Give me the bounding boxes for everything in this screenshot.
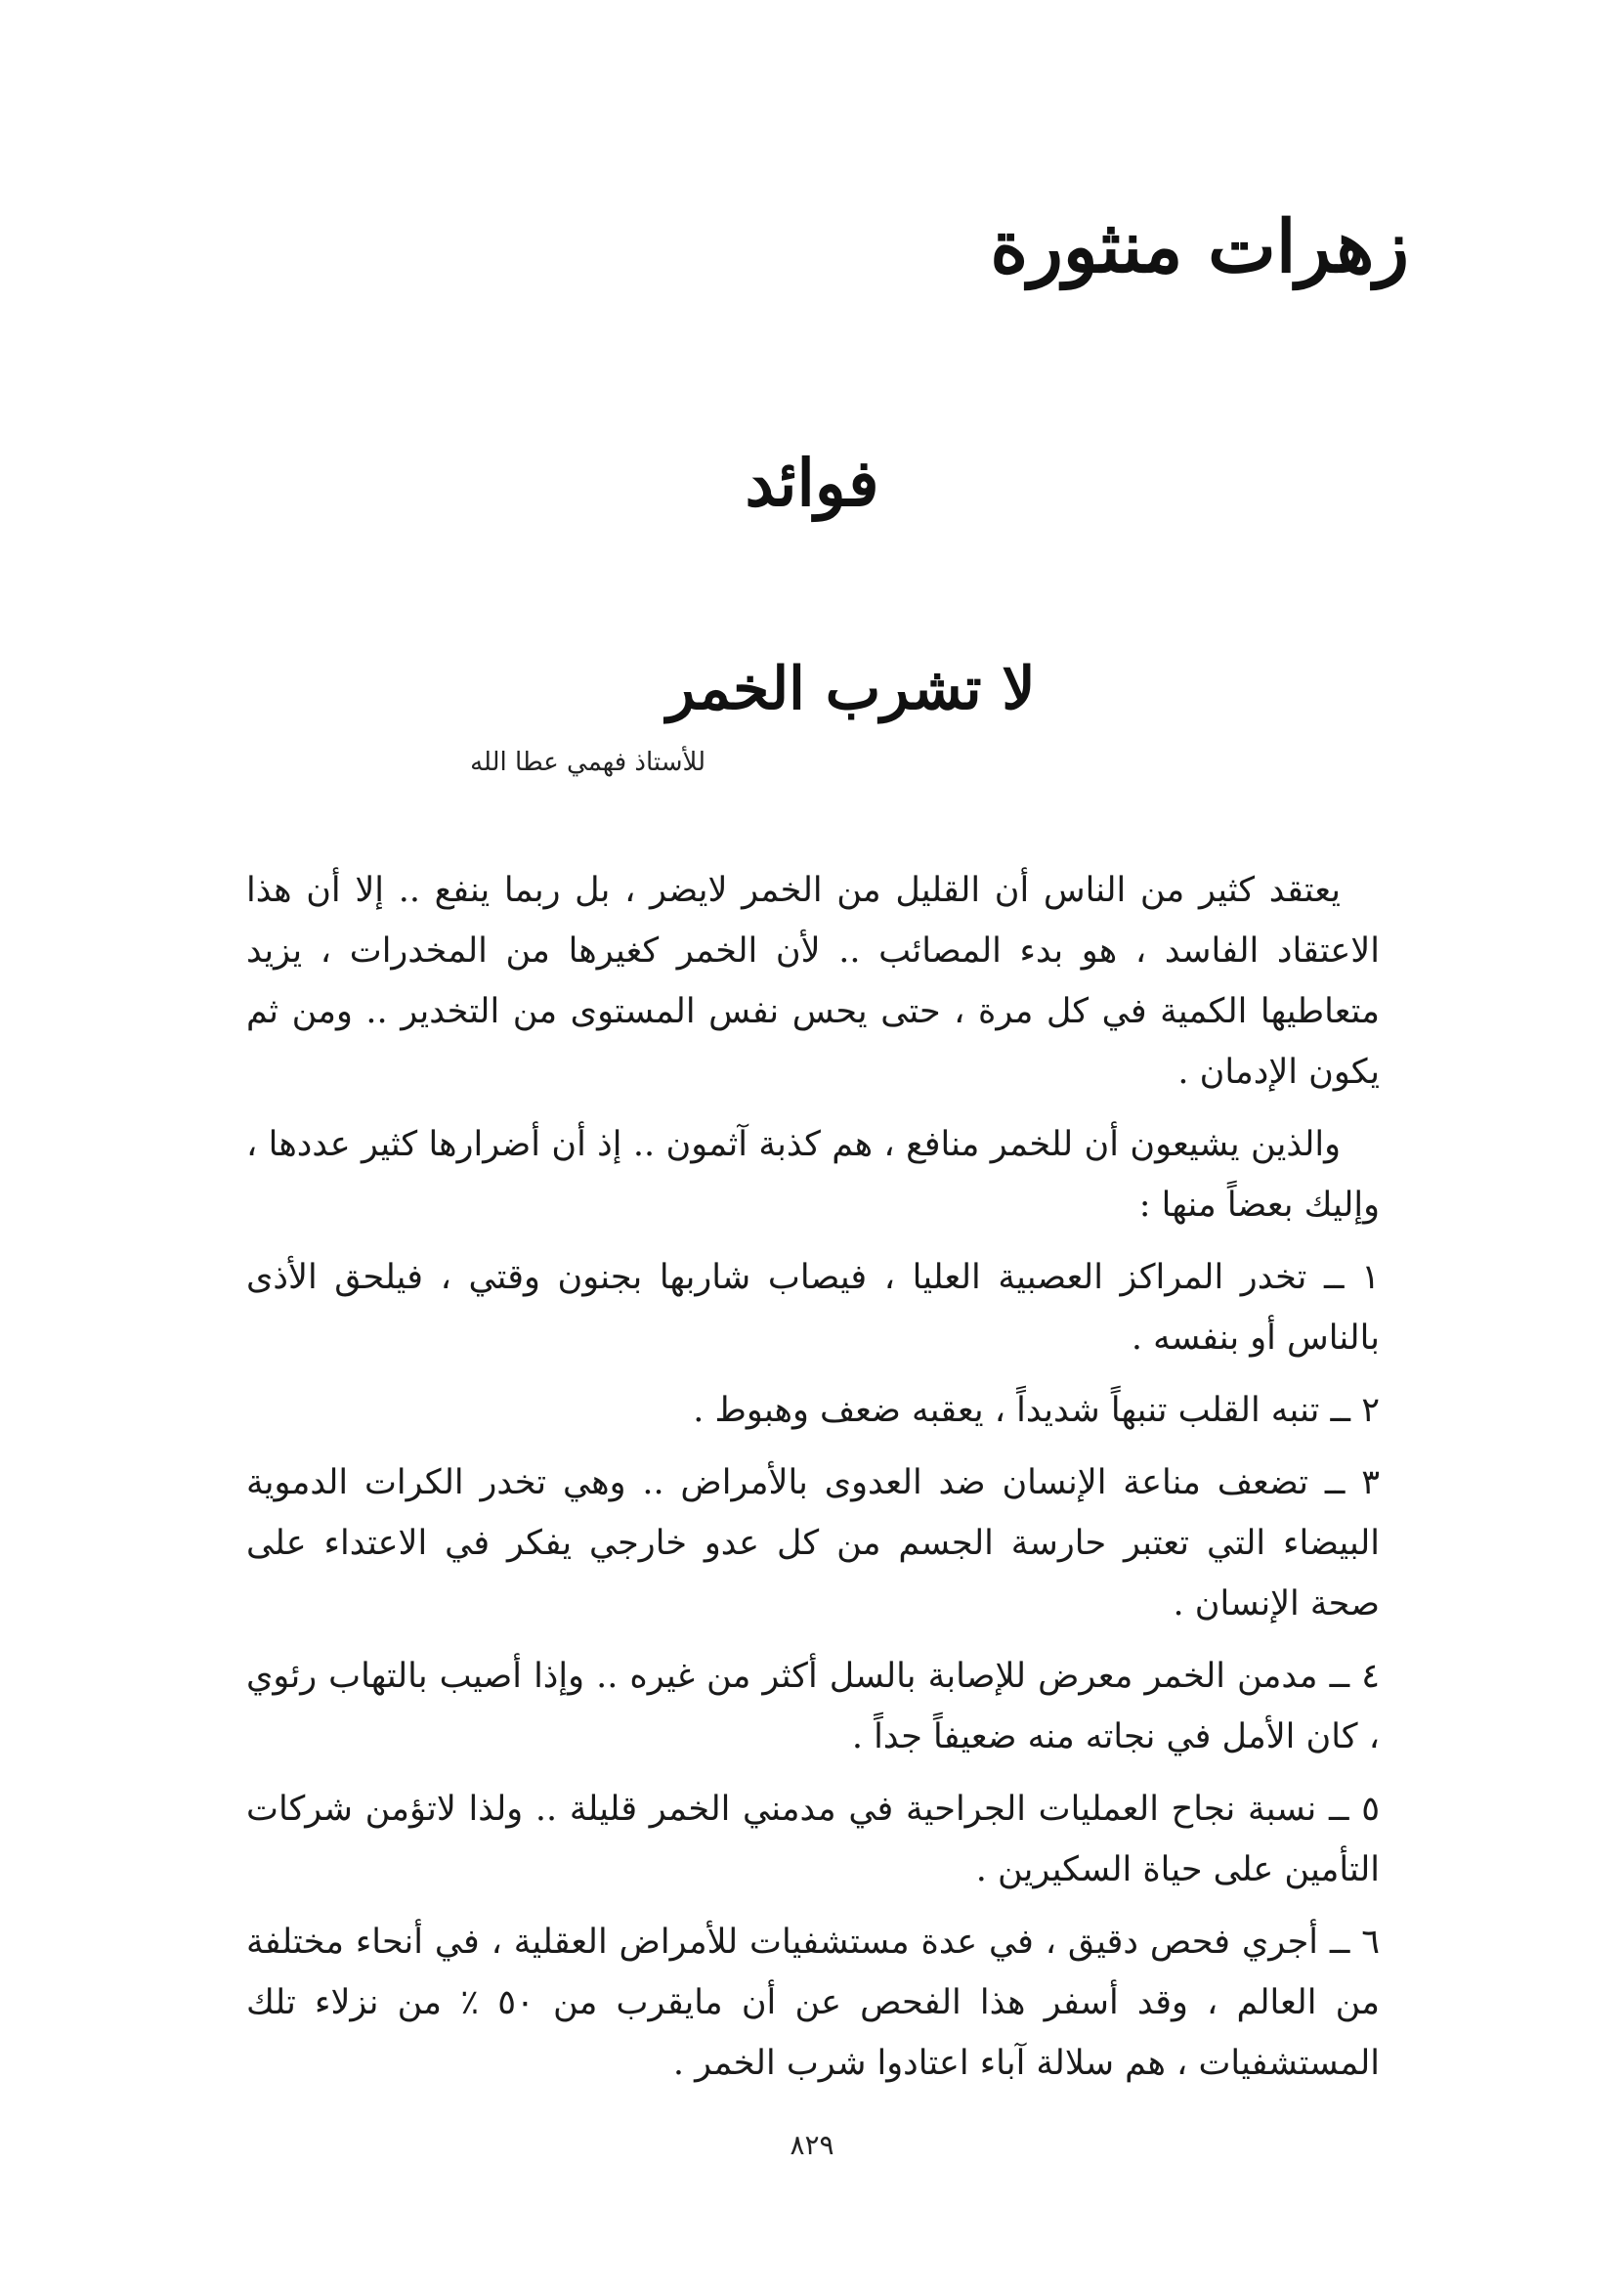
paragraph: يعتقد كثير من الناس أن القليل من الخمر لايضر ، بل ربما ينفع .. إلا أن هذا الاعتقاد الفاسد ، هو بدء المصائب .. لأن الخمر كغيرها من المخدرات ، يزيد متعاطيها الكمية في كل مرة ، حتى يحس نفس المستوى من التخدير .. ومن ثم يكون الإدمان . <box>246 871 1380 1092</box>
paragraph: والذين يشيعون أن للخمر منافع ، هم كذبة آثمون .. إذ أن أضرارها كثير عددها ، وإليك بعضاً منها : <box>246 1125 1380 1225</box>
list-item: ١ ــ تخدر المراكز العصبية العليا ، فيصاب شاربها بجنون وقتي ، فيلحق الأذى بالناس أو بنفسه . <box>246 1258 1380 1358</box>
list-item: ٢ ــ تنبه القلب تنبهاً شديداً ، يعقبه ضعف وهبوط . <box>693 1391 1380 1430</box>
page-number: ٨٢٩ <box>790 2129 834 2161</box>
article-body <box>246 860 1380 2105</box>
article-title: لا تشرب الخمر <box>666 655 1036 723</box>
article-author: للأستاذ فهمي عطا الله <box>470 748 705 777</box>
list-item: ٥ ــ نسبة نجاح العمليات الجراحية في مدمني الخمر قليلة .. ولذا لاتؤمن شركات التأمين على حياة السكيرين . <box>246 1790 1380 1889</box>
list-item: ٤ ــ مدمن الخمر معرض للإصابة بالسل أكثر من غيره .. وإذا أصيب بالتهاب رئوي ، كان الأمل في نجاته منه ضعيفاً جداً . <box>246 1657 1380 1756</box>
list-item: ٦ ــ أجري فحص دقيق ، في عدة مستشفيات للأمراض العقلية ، في أنحاء مختلفة من العالم ، وقد أسفر هذا الفحص عن أن مايقرب من ٥٠ ٪ من نزلاء تلك المستشفيات ، هم سلالة آباء اعتادوا شرب الخمر . <box>246 1923 1380 2083</box>
section-header: زهرات منثورة <box>990 205 1409 289</box>
list-item: ٣ ــ تضعف مناعة الإنسان ضد العدوى بالأمراض .. وهي تخدر الكرات الدموية البيضاء التي تعتبر حارسة الجسم من كل عدو خارجي يفكر في الاعتداء على صحة الإنسان . <box>246 1463 1380 1624</box>
column-title: فوائد <box>745 445 879 521</box>
